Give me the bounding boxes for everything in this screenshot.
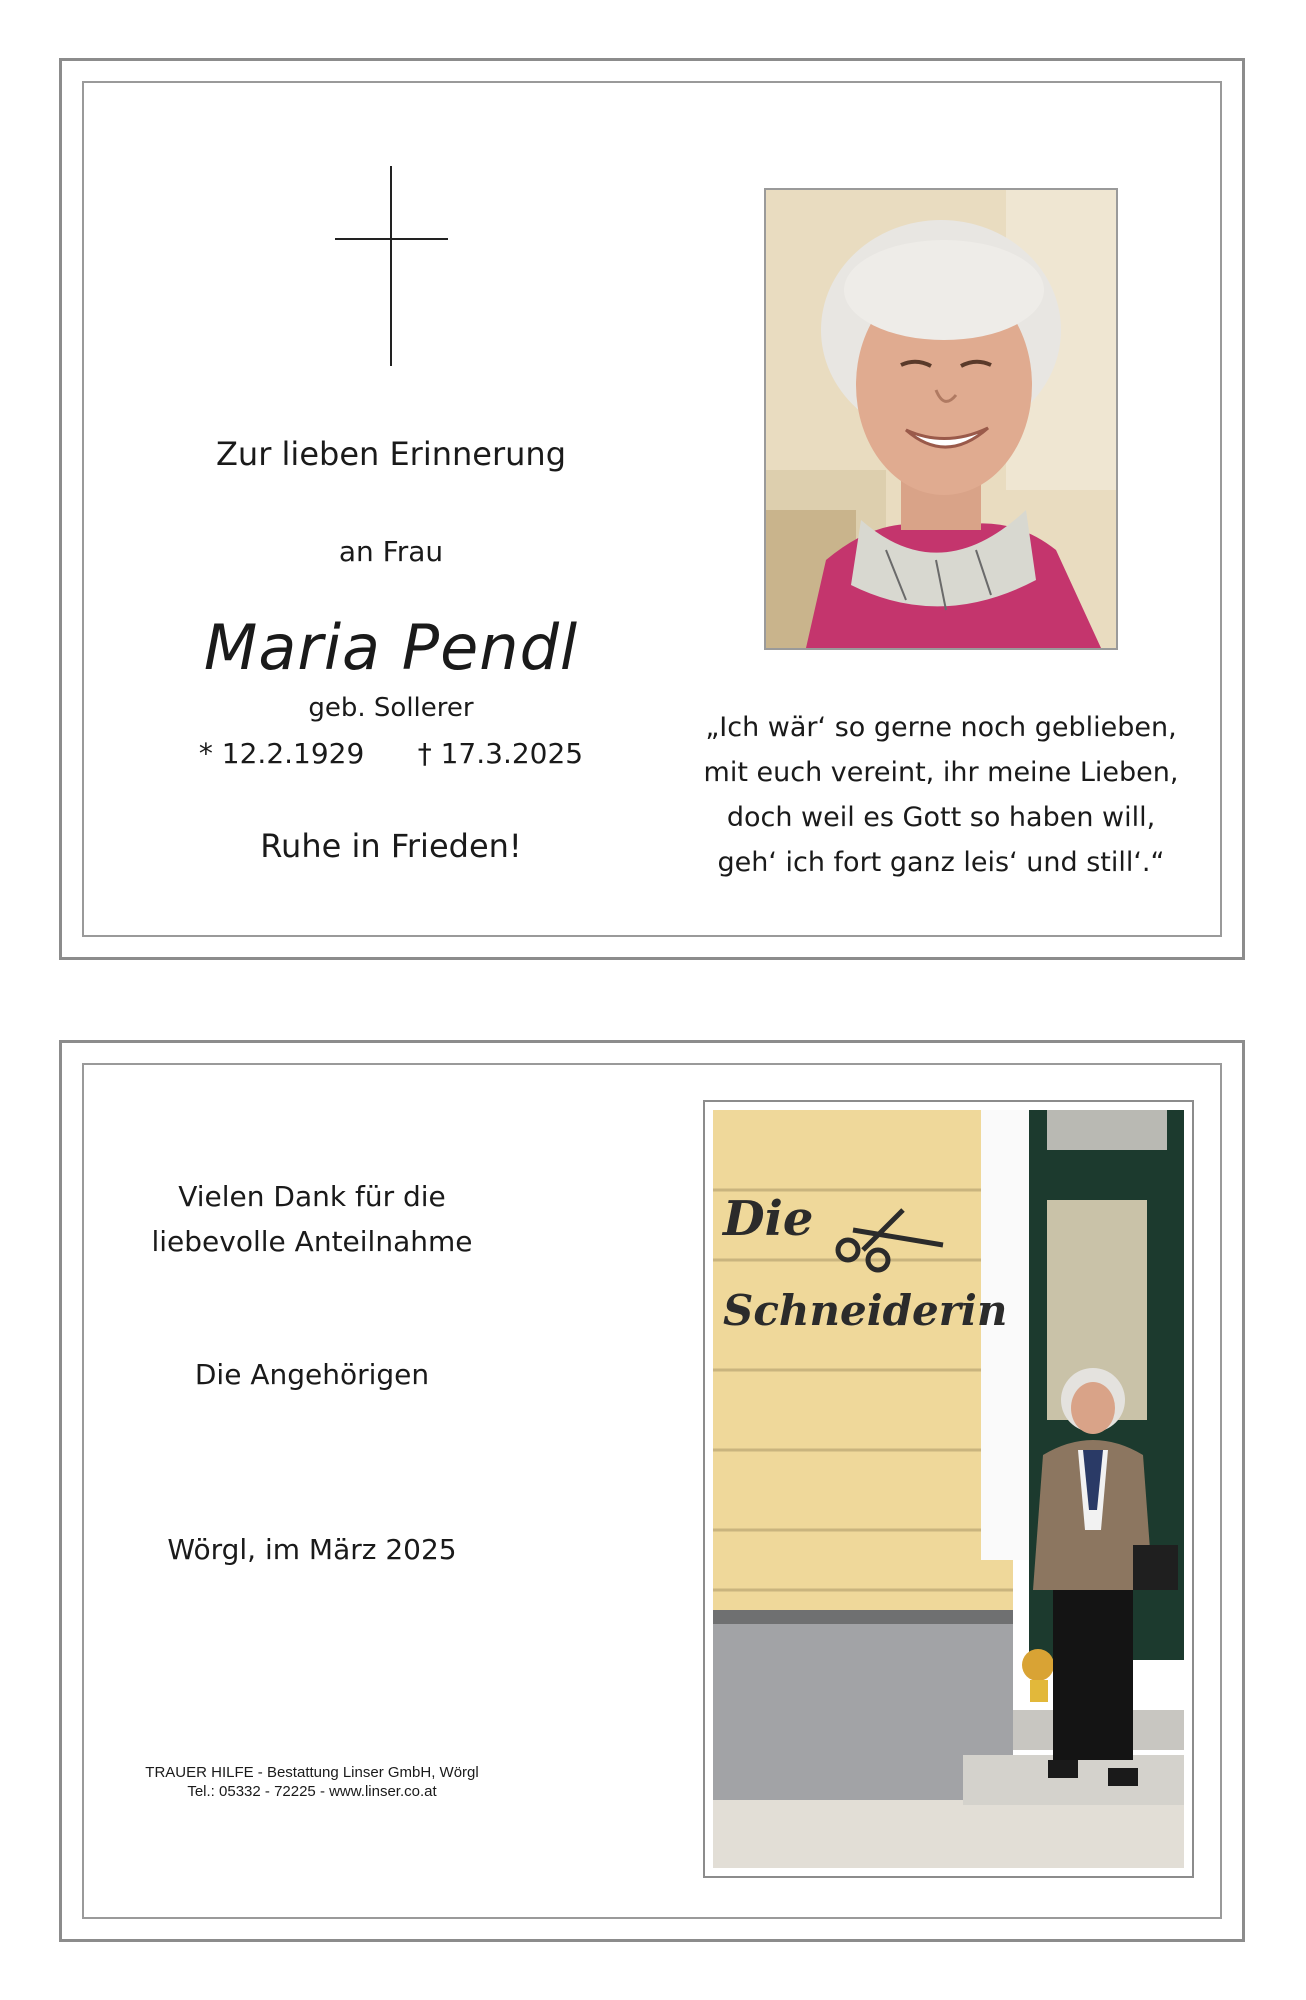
place-and-date: Wörgl, im März 2025 — [167, 1533, 457, 1566]
cross-icon-bar — [335, 238, 448, 240]
shop-photo-frame — [703, 1100, 1194, 1878]
death-date: † 17.3.2025 — [417, 737, 584, 770]
portrait-photo — [764, 188, 1118, 650]
deceased-name: Maria Pendl — [203, 611, 579, 684]
birth-date: * 12.2.1929 — [198, 737, 365, 770]
memorial-card-front — [59, 58, 1245, 960]
closing-phrase: Ruhe in Frieden! — [260, 827, 522, 865]
shop-sign-text: Die — [723, 1191, 814, 1247]
salutation: an Frau — [338, 535, 444, 568]
thanks-line-2: liebevolle Anteilnahme — [151, 1225, 473, 1258]
signature-family: Die Angehörigen — [194, 1358, 430, 1391]
poem-line: „Ich wär‘ so gerne noch geblieben, — [705, 712, 1177, 743]
maiden-name: geb. Sollerer — [308, 693, 474, 723]
thanks-line-1: Vielen Dank für die — [178, 1180, 446, 1213]
memorial-poem — [684, 705, 1198, 885]
funeral-home-contact: Tel.: 05332 - 72225 - www.linser.co.at — [187, 1783, 437, 1800]
shop-sign-text: Schneiderin — [723, 1286, 1008, 1335]
poem-line: doch weil es Gott so haben will, — [726, 802, 1156, 833]
shop-photo — [713, 1110, 1184, 1868]
poem-line: geh‘ ich fort ganz leis‘ und still‘.“ — [717, 847, 1165, 878]
funeral-home-name: TRAUER HILFE - Bestattung Linser GmbH, Wörgl — [145, 1764, 479, 1781]
memorial-heading: Zur lieben Erinnerung — [216, 435, 566, 473]
poem-line: mit euch vereint, ihr meine Lieben, — [703, 757, 1179, 788]
life-dates — [164, 737, 618, 770]
card-inner-border — [82, 81, 1222, 937]
cross-icon — [390, 166, 392, 366]
